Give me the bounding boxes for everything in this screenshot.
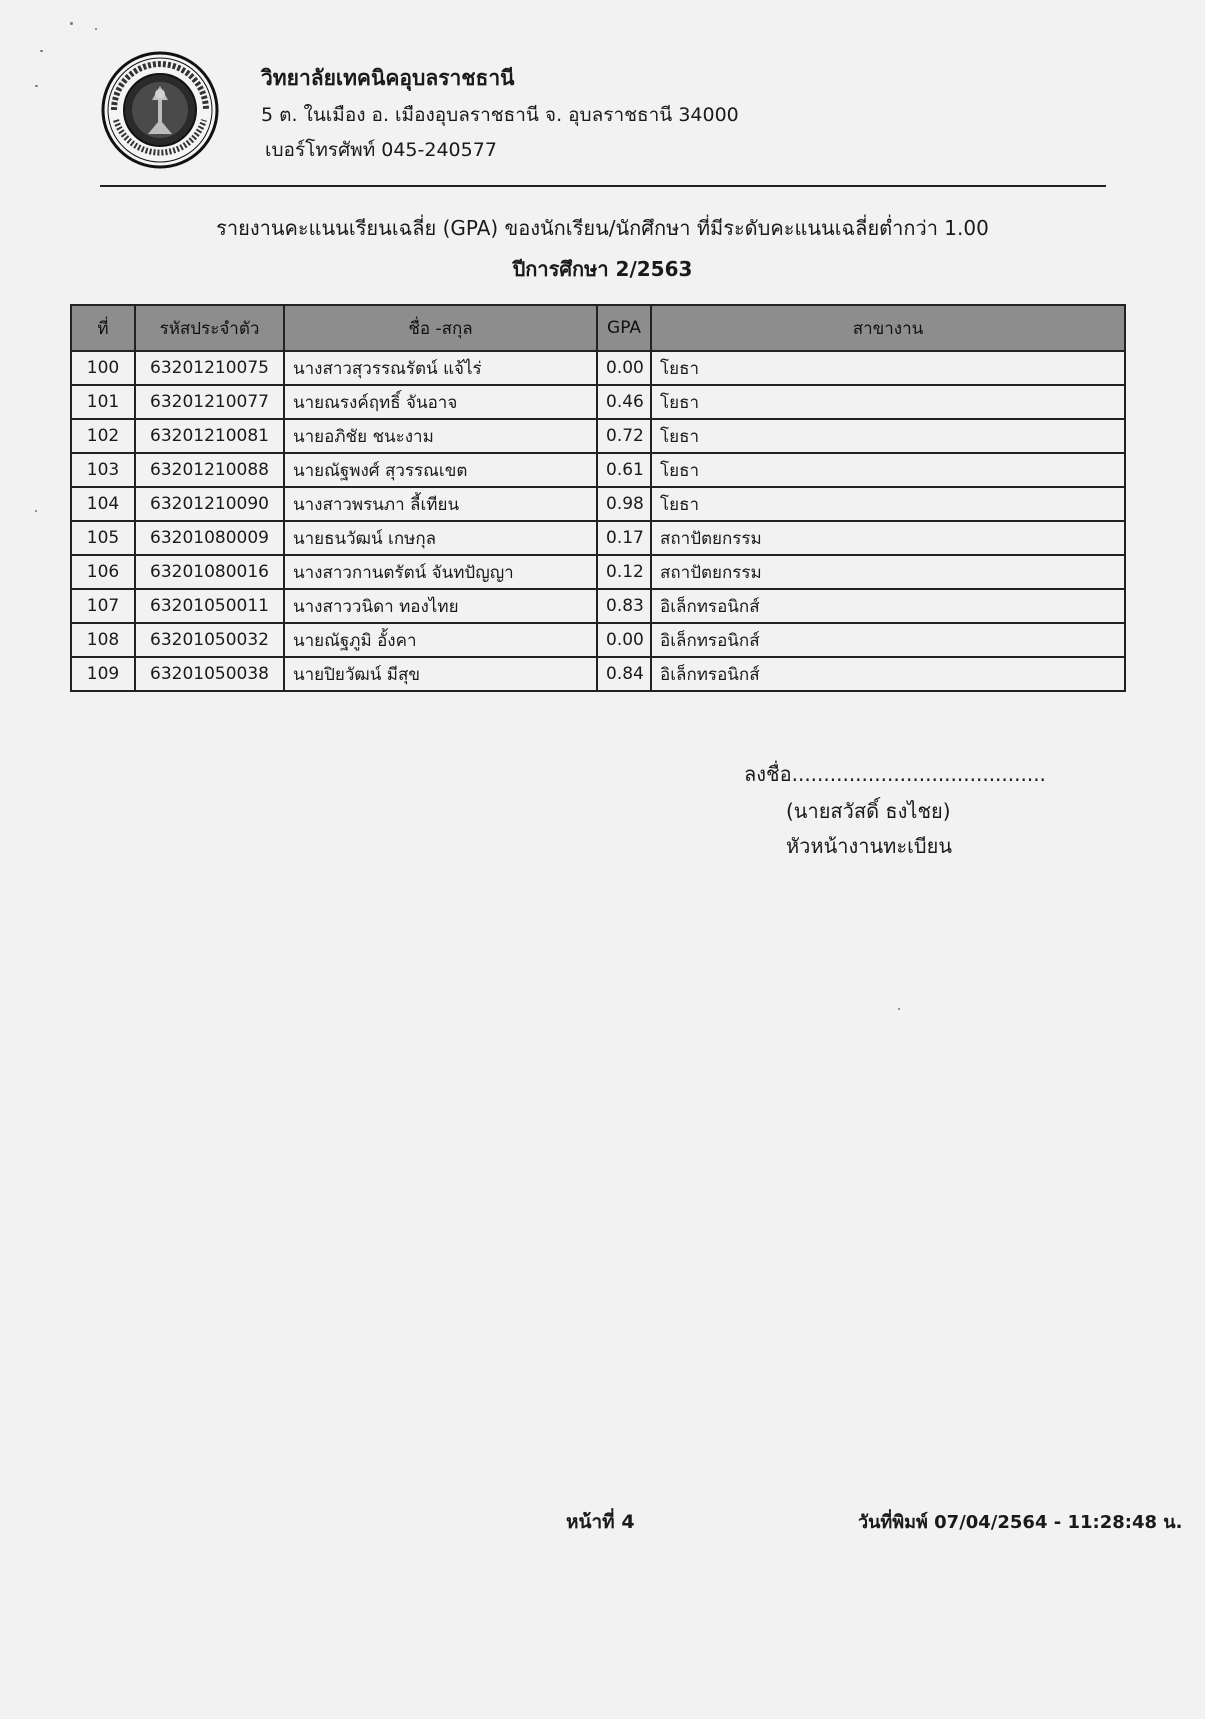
cell-no: 107 xyxy=(71,589,135,623)
header-gpa: GPA xyxy=(597,305,651,351)
cell-no: 100 xyxy=(71,351,135,385)
page-number: หน้าที่ 4 xyxy=(566,1511,635,1533)
cell-no: 102 xyxy=(71,419,135,453)
header-name: ชื่อ -สกุล xyxy=(284,305,597,351)
report-title: รายงานคะแนนเรียนเฉลี่ย (GPA) ของนักเรียน/นักศึกษา ที่มีระดับคะแนนเฉลี่ยต่ำกว่า 1.00 xyxy=(216,216,989,240)
print-date: วันที่พิมพ์ 07/04/2564 - 11:28:48 น. xyxy=(858,1512,1183,1533)
cell-student-id: 63201080016 xyxy=(135,555,284,589)
cell-no: 108 xyxy=(71,623,135,657)
header-divider xyxy=(100,185,1106,187)
cell-name: นางสาววนิดา ทองไทย xyxy=(284,589,597,623)
cell-student-id: 63201210077 xyxy=(135,385,284,419)
cell-gpa: 0.00 xyxy=(597,623,651,657)
cell-name: นายณัฐพงศ์ สุวรรณเขต xyxy=(284,453,597,487)
cell-name: นายปิยวัฒน์ มีสุข xyxy=(284,657,597,691)
table-header-row xyxy=(71,305,1125,351)
table-row xyxy=(71,657,1125,691)
signatory-title: หัวหน้างานทะเบียน xyxy=(786,834,953,858)
cell-student-id: 63201210090 xyxy=(135,487,284,521)
signatory-name: (นายสวัสดิ์ ธงไชย) xyxy=(786,799,951,823)
cell-name: นางสาวกานตรัตน์ จันทปัญญา xyxy=(284,555,597,589)
cell-gpa: 0.83 xyxy=(597,589,651,623)
college-seal-icon xyxy=(100,50,220,170)
cell-student-id: 63201080009 xyxy=(135,521,284,555)
cell-student-id: 63201050011 xyxy=(135,589,284,623)
signature-line: ลงชื่อ........................................ xyxy=(744,762,1046,786)
cell-student-id: 63201050032 xyxy=(135,623,284,657)
table-row xyxy=(71,453,1125,487)
cell-gpa: 0.72 xyxy=(597,419,651,453)
table-row xyxy=(71,521,1125,555)
academic-year: ปีการศึกษา 2/2563 xyxy=(512,257,693,281)
cell-department: โยธา xyxy=(651,385,1125,419)
cell-no: 105 xyxy=(71,521,135,555)
header-department: สาขางาน xyxy=(651,305,1125,351)
cell-gpa: 0.46 xyxy=(597,385,651,419)
cell-no: 106 xyxy=(71,555,135,589)
table-row xyxy=(71,589,1125,623)
cell-department: โยธา xyxy=(651,453,1125,487)
scan-speck xyxy=(898,1008,900,1010)
scan-speck xyxy=(95,28,97,30)
cell-gpa: 0.98 xyxy=(597,487,651,521)
table-row xyxy=(71,487,1125,521)
table-row xyxy=(71,385,1125,419)
table-row xyxy=(71,351,1125,385)
cell-student-id: 63201210081 xyxy=(135,419,284,453)
cell-department: โยธา xyxy=(651,487,1125,521)
cell-name: นายณัฐภูมิ อั้งคา xyxy=(284,623,597,657)
gpa-table xyxy=(70,304,1126,692)
cell-name: นายอภิชัย ชนะงาม xyxy=(284,419,597,453)
scan-speck xyxy=(40,50,43,52)
cell-department: โยธา xyxy=(651,351,1125,385)
table-row xyxy=(71,555,1125,589)
cell-gpa: 0.61 xyxy=(597,453,651,487)
scan-speck xyxy=(35,510,37,512)
header-no: ที่ xyxy=(71,305,135,351)
header-student-id: รหัสประจำตัว xyxy=(135,305,284,351)
college-name: วิทยาลัยเทคนิคอุบลราชธานี xyxy=(261,66,515,90)
cell-student-id: 63201050038 xyxy=(135,657,284,691)
scan-speck xyxy=(35,85,38,87)
cell-gpa: 0.17 xyxy=(597,521,651,555)
cell-department: สถาปัตยกรรม xyxy=(651,555,1125,589)
cell-student-id: 63201210075 xyxy=(135,351,284,385)
cell-no: 109 xyxy=(71,657,135,691)
cell-department: โยธา xyxy=(651,419,1125,453)
cell-name: นางสาวพรนภา ลี้เทียน xyxy=(284,487,597,521)
cell-name: นายธนวัฒน์ เกษกุล xyxy=(284,521,597,555)
cell-department: อิเล็กทรอนิกส์ xyxy=(651,589,1125,623)
college-address: 5 ต. ในเมือง อ. เมืองอุบลราชธานี จ. อุบลราชธานี 34000 xyxy=(261,104,739,126)
cell-gpa: 0.84 xyxy=(597,657,651,691)
table-row xyxy=(71,623,1125,657)
cell-gpa: 0.00 xyxy=(597,351,651,385)
table-row xyxy=(71,419,1125,453)
cell-no: 103 xyxy=(71,453,135,487)
cell-no: 101 xyxy=(71,385,135,419)
college-phone: เบอร์โทรศัพท์ 045-240577 xyxy=(265,139,497,161)
cell-name: นางสาวสุวรรณรัตน์ แจ้ไร่ xyxy=(284,351,597,385)
cell-department: อิเล็กทรอนิกส์ xyxy=(651,623,1125,657)
cell-name: นายณรงค์ฤทธิ์ จันอาจ xyxy=(284,385,597,419)
scan-speck xyxy=(70,22,73,25)
cell-gpa: 0.12 xyxy=(597,555,651,589)
cell-student-id: 63201210088 xyxy=(135,453,284,487)
cell-no: 104 xyxy=(71,487,135,521)
cell-department: อิเล็กทรอนิกส์ xyxy=(651,657,1125,691)
cell-department: สถาปัตยกรรม xyxy=(651,521,1125,555)
